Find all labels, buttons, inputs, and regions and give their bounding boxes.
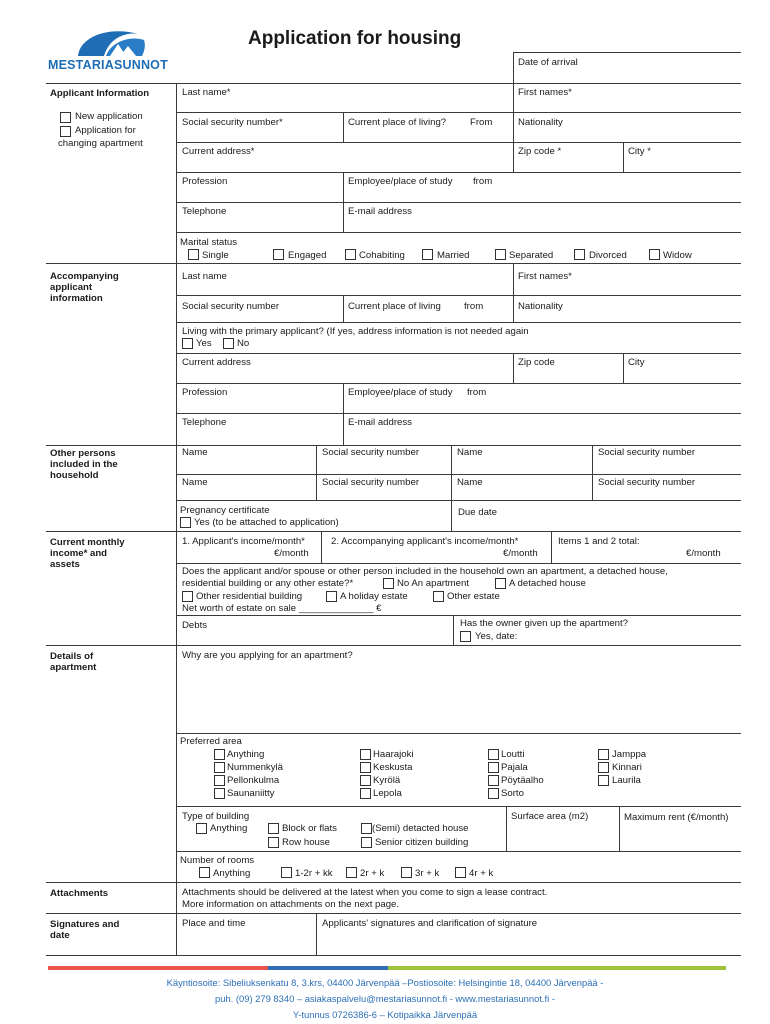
- area-laurila-checkbox[interactable]: [598, 775, 609, 786]
- changing-apartment-label-2: changing apartment: [58, 138, 143, 149]
- logo-mark-icon: [48, 26, 180, 60]
- area-sorto-label: Sorto: [501, 788, 524, 799]
- marital-single-label: Single: [202, 250, 229, 261]
- footer-address: Käyntiosoite: Sibeliuksenkatu 8, 3.krs, 04400 Järvenpää –Postiosoite: Helsingintie 18, 04400 Järvenpää -: [166, 977, 604, 988]
- current-place-field[interactable]: Current place of living?: [348, 117, 447, 128]
- rooms-3-label: 3r + k: [415, 868, 440, 879]
- marital-separated-label: Separated: [509, 250, 554, 261]
- number-of-rooms-label: Number of rooms: [180, 855, 255, 866]
- section-attachments: Attachments: [50, 888, 109, 899]
- from-label: From: [470, 117, 493, 128]
- footer-contact: puh. (09) 279 8340 – asiakaspalvelu@mestariasunnot.fi - www.mestariasunnot.fi -: [215, 993, 555, 1004]
- rooms-anything-checkbox[interactable]: [199, 867, 210, 878]
- changing-apartment-label: Application for: [75, 125, 136, 136]
- area-laurila-label: Laurila: [612, 775, 641, 786]
- area-saunaniitty-checkbox[interactable]: [214, 788, 225, 799]
- area-haarajoki-label: Haarajoki: [373, 749, 414, 760]
- footer-bar-red: [48, 966, 268, 970]
- acc-employer-from-label: from: [467, 387, 487, 398]
- why-applying-field[interactable]: Why are you applying for an apartment?: [182, 650, 353, 661]
- area-jamppa-checkbox[interactable]: [598, 749, 609, 760]
- city-field[interactable]: City *: [628, 146, 651, 157]
- building-semi-detached-checkbox[interactable]: [361, 823, 372, 834]
- net-worth-field[interactable]: Net worth of estate on sale ______________ €: [182, 603, 382, 614]
- acc-living-yes-checkbox[interactable]: [182, 338, 193, 349]
- area-anything-label: Anything: [227, 749, 265, 760]
- section-applicant: Applicant Information: [50, 88, 150, 99]
- acc-living-with-label: Living with the primary applicant? (If yes, address information is not needed again: [182, 326, 529, 337]
- footer-bar-green: [388, 966, 726, 970]
- building-block-checkbox[interactable]: [268, 823, 279, 834]
- household-name-2[interactable]: Name: [457, 447, 483, 458]
- marital-divorced-checkbox[interactable]: [574, 249, 585, 260]
- new-application-label: New application: [75, 111, 143, 122]
- acc-employer-field[interactable]: Employee/place of study: [348, 387, 453, 398]
- area-sorto-checkbox[interactable]: [488, 788, 499, 799]
- area-loutti-label: Loutti: [501, 749, 525, 760]
- detached-house-checkbox[interactable]: [495, 578, 506, 589]
- area-keskusta-label: Keskusta: [373, 762, 413, 773]
- rooms-2-label: 2r + k: [360, 868, 385, 879]
- acc-from-label: from: [464, 301, 484, 312]
- owner-given-up-checkbox[interactable]: [460, 631, 471, 642]
- pregnancy-yes-checkbox[interactable]: [180, 517, 191, 528]
- area-pajala-label: Pajala: [501, 762, 528, 773]
- household-name-4[interactable]: Name: [457, 477, 483, 488]
- employer-from-label: from: [473, 176, 493, 187]
- signature-field[interactable]: Applicants' signatures and clarification of signature: [322, 918, 538, 929]
- profession-field[interactable]: Profession: [182, 176, 228, 187]
- section-signatures: Signatures and date: [50, 919, 120, 941]
- marital-single-checkbox[interactable]: [188, 249, 199, 260]
- marital-cohabiting-label: Cohabiting: [359, 250, 405, 261]
- acc-telephone-field[interactable]: Telephone: [182, 417, 227, 428]
- building-row-house-checkbox[interactable]: [268, 837, 279, 848]
- no-apartment-label: No An apartment: [397, 578, 469, 589]
- area-poytaalho-label: Pöytäalho: [501, 775, 544, 786]
- area-anything-checkbox[interactable]: [214, 749, 225, 760]
- area-nummenkyla-checkbox[interactable]: [214, 762, 225, 773]
- area-lepola-checkbox[interactable]: [360, 788, 371, 799]
- household-name-1[interactable]: Name: [182, 447, 208, 458]
- first-names-field[interactable]: First names*: [518, 87, 572, 98]
- acc-living-yes-label: Yes: [196, 338, 212, 349]
- footer-bar-blue: [268, 966, 388, 970]
- zip-field[interactable]: Zip code *: [518, 146, 562, 157]
- own-estate-question: Does the applicant and/or spouse or other person included in the household own an apartment, a detached house,: [182, 566, 668, 577]
- area-kinnari-checkbox[interactable]: [598, 762, 609, 773]
- marital-cohabiting-checkbox[interactable]: [345, 249, 356, 260]
- section-accompanying: Accompanying applicant information: [50, 271, 119, 304]
- attachments-info-1: Attachments should be delivered at the latest when you come to sign a lease contract.: [182, 887, 548, 898]
- nationality-field[interactable]: Nationality: [518, 117, 563, 128]
- holiday-estate-checkbox[interactable]: [326, 591, 337, 602]
- marital-separated-checkbox[interactable]: [495, 249, 506, 260]
- building-senior-checkbox[interactable]: [361, 837, 372, 848]
- holiday-estate-label: A holiday estate: [340, 591, 408, 602]
- attachments-info-2: More information on attachments on the next page.: [182, 899, 400, 910]
- area-pellonkulma-checkbox[interactable]: [214, 775, 225, 786]
- other-estate-checkbox[interactable]: [433, 591, 444, 602]
- employer-field[interactable]: Employee/place of study: [348, 176, 453, 187]
- acc-living-no-label: No: [237, 338, 250, 349]
- max-rent-field[interactable]: Maximum rent (€/month): [624, 812, 729, 823]
- other-building-checkbox[interactable]: [182, 591, 193, 602]
- rooms-1-2-label: 1-2r + kk: [295, 868, 333, 879]
- logo-text: MESTARIASUNNOT: [48, 58, 168, 72]
- area-keskusta-checkbox[interactable]: [360, 762, 371, 773]
- acc-current-place-field[interactable]: Current place of living: [348, 301, 441, 312]
- section-income: Current monthly income* and assets: [50, 537, 125, 570]
- area-pellonkulma-label: Pellonkulma: [227, 775, 280, 786]
- email-field[interactable]: E-mail address: [348, 206, 412, 217]
- area-kinnari-label: Kinnari: [612, 762, 642, 773]
- building-block-label: Block or flats: [282, 823, 337, 834]
- other-estate-label: Other estate: [447, 591, 500, 602]
- acc-profession-field[interactable]: Profession: [182, 387, 228, 398]
- acc-address-field[interactable]: Current address: [182, 357, 251, 368]
- last-name-field[interactable]: Last name*: [182, 87, 231, 98]
- building-semi-detached-label: (Semi) detacted house: [372, 823, 469, 834]
- area-kyrola-checkbox[interactable]: [360, 775, 371, 786]
- changing-apartment-checkbox[interactable]: [60, 126, 71, 137]
- surface-area-field[interactable]: Surface area (m2): [511, 811, 589, 822]
- rooms-2-checkbox[interactable]: [346, 867, 357, 878]
- household-ssn-2[interactable]: Social security number: [598, 447, 696, 458]
- address-field[interactable]: Current address*: [182, 146, 255, 157]
- telephone-field[interactable]: Telephone: [182, 206, 227, 217]
- household-name-3[interactable]: Name: [182, 477, 208, 488]
- no-apartment-checkbox[interactable]: [383, 578, 394, 589]
- area-loutti-checkbox[interactable]: [488, 749, 499, 760]
- building-senior-label: Senior citizen building: [375, 837, 469, 848]
- logo: [48, 26, 180, 72]
- pregnancy-label: Pregnancy certificate: [180, 505, 270, 516]
- acc-last-name-field[interactable]: Last name: [182, 271, 227, 282]
- building-anything-label: Anything: [210, 823, 248, 834]
- acc-living-no-checkbox[interactable]: [223, 338, 234, 349]
- acc-city-field[interactable]: City: [628, 357, 645, 368]
- area-poytaalho-checkbox[interactable]: [488, 775, 499, 786]
- marital-status-label: Marital status: [180, 237, 238, 248]
- new-application-checkbox[interactable]: [60, 112, 71, 123]
- page-title: Application for housing: [248, 28, 462, 49]
- footer-business-id: Y-tunnus 0726386-6 – Kotipaikka Järvenpää: [292, 1009, 478, 1020]
- rooms-3-checkbox[interactable]: [401, 867, 412, 878]
- income-total-unit: €/month: [686, 548, 721, 559]
- acc-email-field[interactable]: E-mail address: [348, 417, 412, 428]
- rooms-4-label: 4r + k: [469, 868, 494, 879]
- marital-engaged-label: Engaged: [288, 250, 327, 261]
- household-ssn-1[interactable]: Social security number: [322, 447, 420, 458]
- rooms-4-checkbox[interactable]: [455, 867, 466, 878]
- building-anything-checkbox[interactable]: [196, 823, 207, 834]
- due-date-field[interactable]: Due date: [458, 507, 497, 518]
- section-household: Other persons included in the household: [50, 448, 118, 481]
- marital-divorced-label: Divorced: [589, 250, 627, 261]
- area-saunaniitty-label: Saunaniitty: [227, 788, 275, 799]
- marital-married-label: Married: [437, 250, 470, 261]
- income-total-field[interactable]: Items 1 and 2 total:: [558, 536, 640, 547]
- other-building-label: Other residential building: [196, 591, 303, 602]
- marital-widow-checkbox[interactable]: [649, 249, 660, 260]
- area-jamppa-label: Jamppa: [612, 749, 647, 760]
- area-lepola-label: Lepola: [373, 788, 402, 799]
- acc-nationality-field[interactable]: Nationality: [518, 301, 563, 312]
- marital-engaged-checkbox[interactable]: [273, 249, 284, 260]
- accompanying-income-unit: €/month: [503, 548, 538, 559]
- marital-widow-label: Widow: [663, 250, 692, 261]
- rooms-1-2-checkbox[interactable]: [281, 867, 292, 878]
- preferred-area-label: Preferred area: [180, 736, 242, 747]
- applicant-income-field[interactable]: 1. Applicant's income/month*: [182, 536, 305, 547]
- building-row-house-label: Row house: [282, 837, 330, 848]
- marital-married-checkbox[interactable]: [422, 249, 433, 260]
- accompanying-income-field[interactable]: 2. Accompanying applicant's income/month*: [331, 536, 519, 547]
- rooms-anything-label: Anything: [213, 868, 251, 879]
- own-estate-question-2: residential building or any other estate?*: [182, 578, 354, 589]
- area-haarajoki-checkbox[interactable]: [360, 749, 371, 760]
- area-nummenkyla-label: Nummenkylä: [227, 762, 283, 773]
- area-kyrola-label: Kyrölä: [373, 775, 401, 786]
- date-of-arrival-label: Date of arrival: [518, 57, 578, 68]
- detached-house-label: A detached house: [509, 578, 586, 589]
- household-ssn-3[interactable]: Social security number: [322, 477, 420, 488]
- acc-ssn-field[interactable]: Social security number: [182, 301, 280, 312]
- acc-first-names-field[interactable]: First names*: [518, 271, 572, 282]
- place-time-field[interactable]: Place and time: [182, 918, 246, 929]
- owner-given-up-label: Has the owner given up the apartment?: [460, 618, 628, 629]
- applicant-income-unit: €/month: [274, 548, 309, 559]
- debts-field[interactable]: Debts: [182, 620, 208, 631]
- section-apartment: Details of apartment: [50, 651, 97, 673]
- owner-given-up-date: Yes, date:: [475, 631, 518, 642]
- pregnancy-yes-label: Yes (to be attached to application): [194, 517, 339, 528]
- ssn-field[interactable]: Social security number*: [182, 117, 283, 128]
- area-pajala-checkbox[interactable]: [488, 762, 499, 773]
- household-ssn-4[interactable]: Social security number: [598, 477, 696, 488]
- acc-zip-field[interactable]: Zip code: [518, 357, 555, 368]
- type-of-building-label: Type of building: [182, 811, 250, 822]
